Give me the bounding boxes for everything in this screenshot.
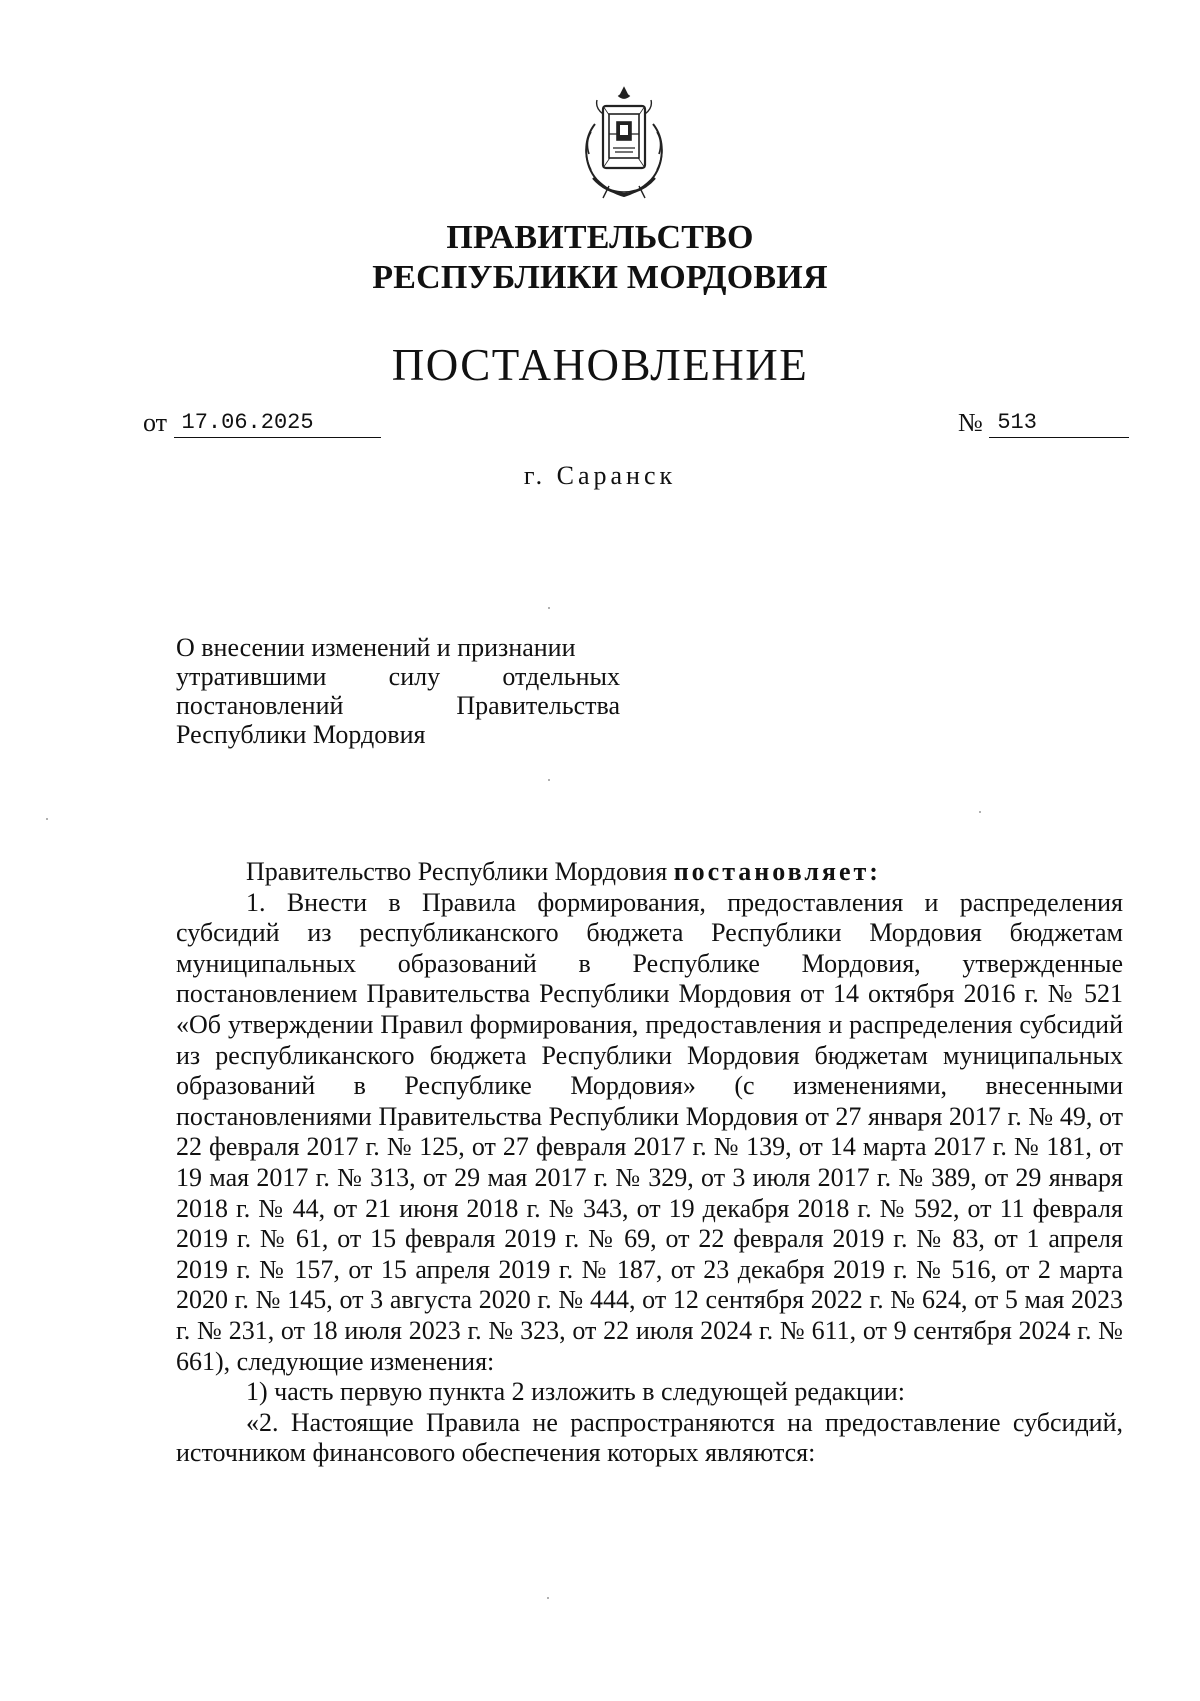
paragraph-quoted-clause-2: «2. Настоящие Правила не распространяются на предоставление субсидий, источником финансового обеспечения которых являются: (176, 1407, 1123, 1468)
date-value: 17.06.2025 (174, 409, 381, 438)
intro-text: Правительство Республики Мордовия (246, 857, 674, 886)
resolution-intro (176, 857, 1123, 888)
scan-speck (547, 1597, 549, 1599)
subject-line: постановлений Правительства (176, 691, 620, 720)
organization-name-line-2: РЕСПУБЛИКИ МОРДОВИЯ (372, 259, 828, 296)
organization-name-line-1: ПРАВИТЕЛЬСТВО (446, 219, 754, 256)
number-value: 513 (989, 409, 1129, 438)
number-label: № (958, 408, 983, 437)
city-line: г. Саранск (523, 461, 677, 490)
scan-speck (46, 818, 48, 820)
document-date (143, 408, 381, 442)
document-type-title: ПОСТАНОВЛЕНИЕ (391, 340, 809, 390)
subject-line: О внесении изменений и признании (176, 633, 576, 662)
subject-line: Республики Мордовия (176, 720, 426, 749)
date-label: от (143, 408, 168, 437)
paragraph-subitem-1: 1) часть первую пункта 2 изложить в следующей редакции: (246, 1377, 905, 1407)
document-subject (176, 633, 620, 749)
coat-of-arms-emblem (573, 84, 675, 206)
scan-speck (548, 607, 550, 609)
intro-resolves: постановляет: (673, 857, 881, 886)
scan-speck (979, 811, 981, 813)
paragraph-item-1: 1. Внести в Правила формирования, предоставления и распределения субсидий из республиканского бюджета Республики Мордовия бюджетам муниципальных образований в Республике Мордовия, утвержденные постановлением Правительства Республики Мордовия от 14 октября 2016 г. № 521 «Об утверждении Правил формирования, предоставления и распределения субсидий из республиканского бюджета Республики Мордовия бюджетам муниципальных образований в Республике Мордовия» (с изменениями, внесенными постановлениями Правительства Республики Мордовия от 27 января 2017 г. № 49, от 22 февраля 2017 г. № 125, от 27 февраля 2017 г. № 139, от 14 марта 2017 г. № 181, от 19 мая 2017 г. № 313, от 29 мая 2017 г. № 329, от 3 июля 2017 г. № 389, от 29 января 2018 г. № 44, от 21 июня 2018 г. № 343, от 19 декабря 2018 г. № 592, от 11 февраля 2019 г. № 61, от 15 февраля 2019 г. № 69, от 22 февраля 2019 г. № 83, от 1 апреля 2019 г. № 157, от 15 апреля 2019 г. № 187, от 23 декабря 2019 г. № 516, от 2 марта 2020 г. № 145, от 3 августа 2020 г. № 444, от 12 сентября 2022 г. № 624, от 5 мая 2023 г. № 231, от 18 июля 2023 г. № 323, от 22 июля 2024 г. № 611, от 9 сентября 2024 г. № 661), следующие изменения: (176, 887, 1123, 1376)
document-body (176, 857, 1123, 1469)
document-number (958, 408, 1129, 442)
subject-line: утратившими силу отдельных (176, 662, 620, 691)
scan-speck (548, 779, 550, 781)
